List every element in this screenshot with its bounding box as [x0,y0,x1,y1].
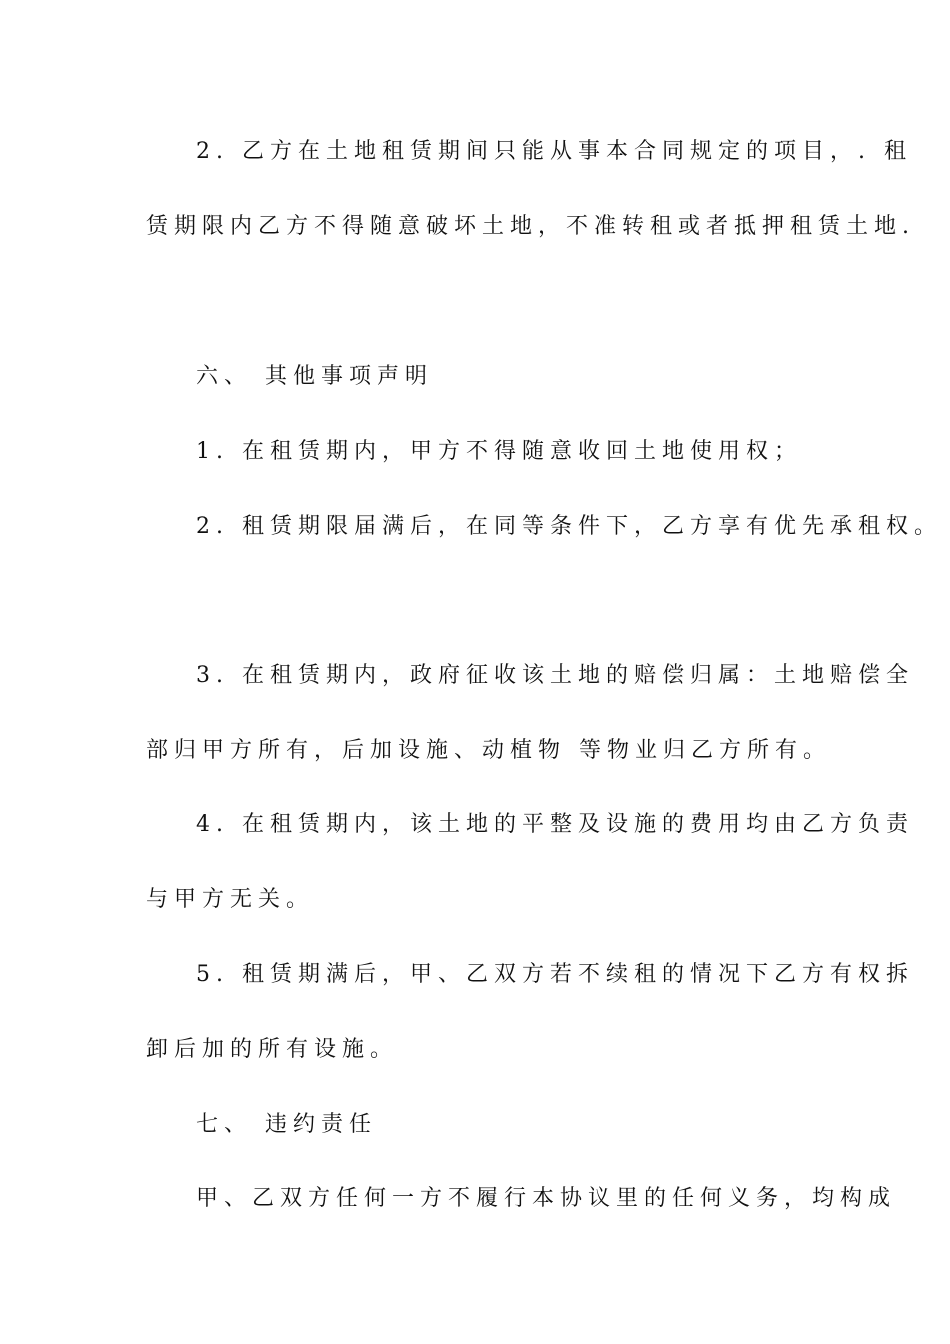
clause-6-4-line-2: 与甲方无关。 [146,887,315,912]
clause-6-5-line-1: 5. 租赁期满后，甲、乙双方若不续租的情况下乙方有权拆 [196,962,914,987]
clause-5-2-line-2: 赁期限内乙方不得随意破坏土地，不准转租或者抵押租赁土地. [146,214,915,239]
section-7-heading: 七、 违约责任 [196,1112,377,1137]
clause-5-2-line-1: 2. 乙方在土地租赁期间只能从事本合同规定的项目，. 租 [196,139,912,164]
section-6-heading: 六、 其他事项声明 [196,364,433,389]
clause-6-2: 2. 租赁期限届满后，在同等条件下，乙方享有优先承租权。 [196,514,942,539]
clause-6-3-line-1: 3. 在租赁期内，政府征收该土地的赔偿归属：土地赔偿全 [196,663,914,688]
clause-6-4-line-1: 4. 在租赁期内，该土地的平整及设施的费用均由乙方负责 [196,812,914,837]
clause-6-3-line-2: 部归甲方所有，后加设施、动植物 等物业归乙方所有。 [146,738,831,763]
section-7-paragraph-line-1: 甲、乙双方任何一方不履行本协议里的任何义务，均构成 [196,1186,897,1211]
clause-6-1: 1. 在租赁期内，甲方不得随意收回土地使用权； [196,439,802,464]
clause-6-5-line-2: 卸后加的所有设施。 [146,1037,399,1062]
